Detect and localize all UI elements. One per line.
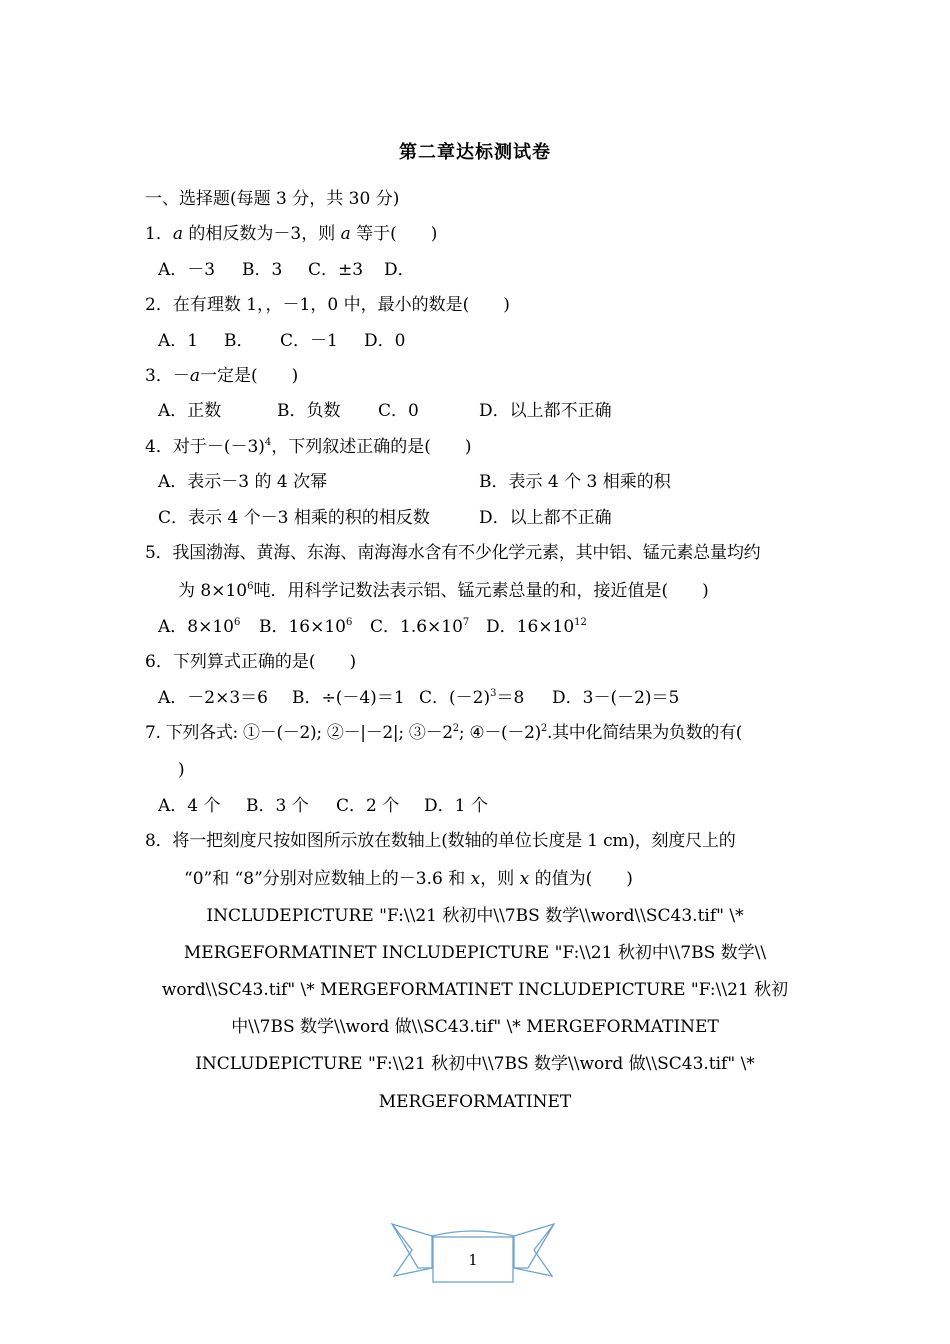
option-b[interactable]: B．表示 4 个 3 相乘的积 bbox=[479, 472, 671, 492]
option-d[interactable]: D．3－(－2)＝5 bbox=[552, 688, 680, 708]
question-5-options bbox=[158, 615, 587, 639]
question-4-options-row2 bbox=[158, 506, 612, 530]
option-a[interactable]: A．－2×3＝6 bbox=[158, 688, 268, 708]
option-a[interactable]: A．$8\times 10^6$ bbox=[158, 617, 241, 637]
question-2: 2．在有理数 1，，－1，0 中，最小的数是( ) bbox=[145, 295, 510, 315]
section-heading: 一、选择题(每题 3 分，共 30 分) bbox=[145, 189, 400, 209]
option-c[interactable]: C．－1 bbox=[280, 331, 338, 351]
question-4: 4．对于$-(-3)^4$，下列叙述正确的是( ) bbox=[145, 437, 472, 457]
page-number: 1 bbox=[468, 1251, 478, 1269]
field-code-line-1: INCLUDEPICTURE "F:\\21 秋初中\\7BS 数学\\word\\SC43.tif" \* bbox=[206, 906, 744, 926]
option-d[interactable]: D． bbox=[384, 260, 415, 280]
option-a[interactable]: A．1 bbox=[158, 331, 199, 351]
option-d[interactable]: D．1 个 bbox=[424, 796, 488, 816]
question-4-options-row1 bbox=[158, 470, 671, 494]
option-c[interactable]: C．表示 4 个－3 相乘的积的相反数 bbox=[158, 508, 430, 528]
question-8-line-2: “0”和 “8”分别对应数轴上的－3.6 和 x，则 x 的值为( ) bbox=[184, 869, 633, 889]
question-1: 1．a 的相反数为－3，则 a 等于( ) bbox=[145, 224, 438, 244]
question-8-line-1: 8．将一把刻度尺按如图所示放在数轴上(数轴的单位长度是 1 cm)，刻度尺上的 bbox=[145, 831, 736, 851]
option-a[interactable]: A．4 个 bbox=[158, 796, 221, 816]
question-3: 3．－a一定是( ) bbox=[145, 366, 299, 386]
field-code-line-3: word\\SC43.tif" \* MERGEFORMATINET INCLUDEPICTURE "F:\\21 秋初 bbox=[161, 980, 789, 1000]
option-b[interactable]: B．负数 bbox=[277, 401, 341, 421]
option-b[interactable]: B．3 个 bbox=[246, 796, 309, 816]
option-d[interactable]: D．以上都不正确 bbox=[479, 508, 612, 528]
option-d[interactable]: D．0 bbox=[364, 331, 406, 351]
question-5-line-1: 5．我国渤海、黄海、东海、南海海水含有不少化学元素，其中铝、锰元素总量均约 bbox=[145, 543, 761, 563]
question-6: 6．下列算式正确的是( ) bbox=[145, 652, 357, 672]
option-d[interactable]: D．$16\times 10^{12}$ bbox=[486, 617, 587, 637]
field-code-line-2: MERGEFORMATINET INCLUDEPICTURE "F:\\21 秋初中\\7BS 数学\\ bbox=[183, 943, 767, 963]
option-b[interactable]: B．÷(－4)＝1 bbox=[292, 688, 405, 708]
question-7-options bbox=[158, 794, 488, 818]
question-5-line-2: 为 $8\times 10^6$吨．用科学记数法表示铝、锰元素总量的和，接近值是( ) bbox=[178, 581, 709, 601]
field-code-line-4: 中\\7BS 数学\\word 做\\SC43.tif" \* MERGEFORMATINET bbox=[231, 1017, 719, 1037]
option-a[interactable]: A．正数 bbox=[158, 401, 222, 421]
option-c[interactable]: C．$1.6\times 10^7$ bbox=[370, 617, 470, 637]
option-c[interactable]: C．0 bbox=[378, 401, 419, 421]
option-b[interactable]: B．$16\times 10^6$ bbox=[259, 617, 353, 637]
option-c[interactable]: C．2 个 bbox=[336, 796, 400, 816]
option-c[interactable]: C．±3 bbox=[308, 260, 364, 280]
question-2-options bbox=[158, 329, 405, 353]
question-6-options bbox=[158, 686, 679, 710]
option-c[interactable]: C．$(-2)^3=8$ bbox=[419, 688, 525, 708]
question-7-line-1: 7. 下列各式: ①－(－2); ②－|－2|; $③-2^2$; $④-(-2)^2$.其中化简结果为负数的有( bbox=[145, 723, 743, 743]
option-b[interactable]: B．3 bbox=[242, 260, 283, 280]
option-a[interactable]: A．表示－3 的 4 次幂 bbox=[158, 472, 328, 492]
option-d[interactable]: D．以上都不正确 bbox=[479, 401, 612, 421]
option-a[interactable]: A．－3 bbox=[158, 260, 216, 280]
field-code-line-5: INCLUDEPICTURE "F:\\21 秋初中\\7BS 数学\\word 做\\SC43.tif" \* bbox=[195, 1054, 755, 1074]
question-7-line-2: ) bbox=[178, 760, 185, 780]
question-3-options bbox=[158, 399, 612, 423]
page-title: 第二章达标测试卷 bbox=[399, 142, 551, 163]
option-b[interactable]: B． bbox=[224, 331, 254, 351]
field-code-line-6: MERGEFORMATINET bbox=[378, 1092, 572, 1112]
question-1-options bbox=[158, 258, 415, 282]
